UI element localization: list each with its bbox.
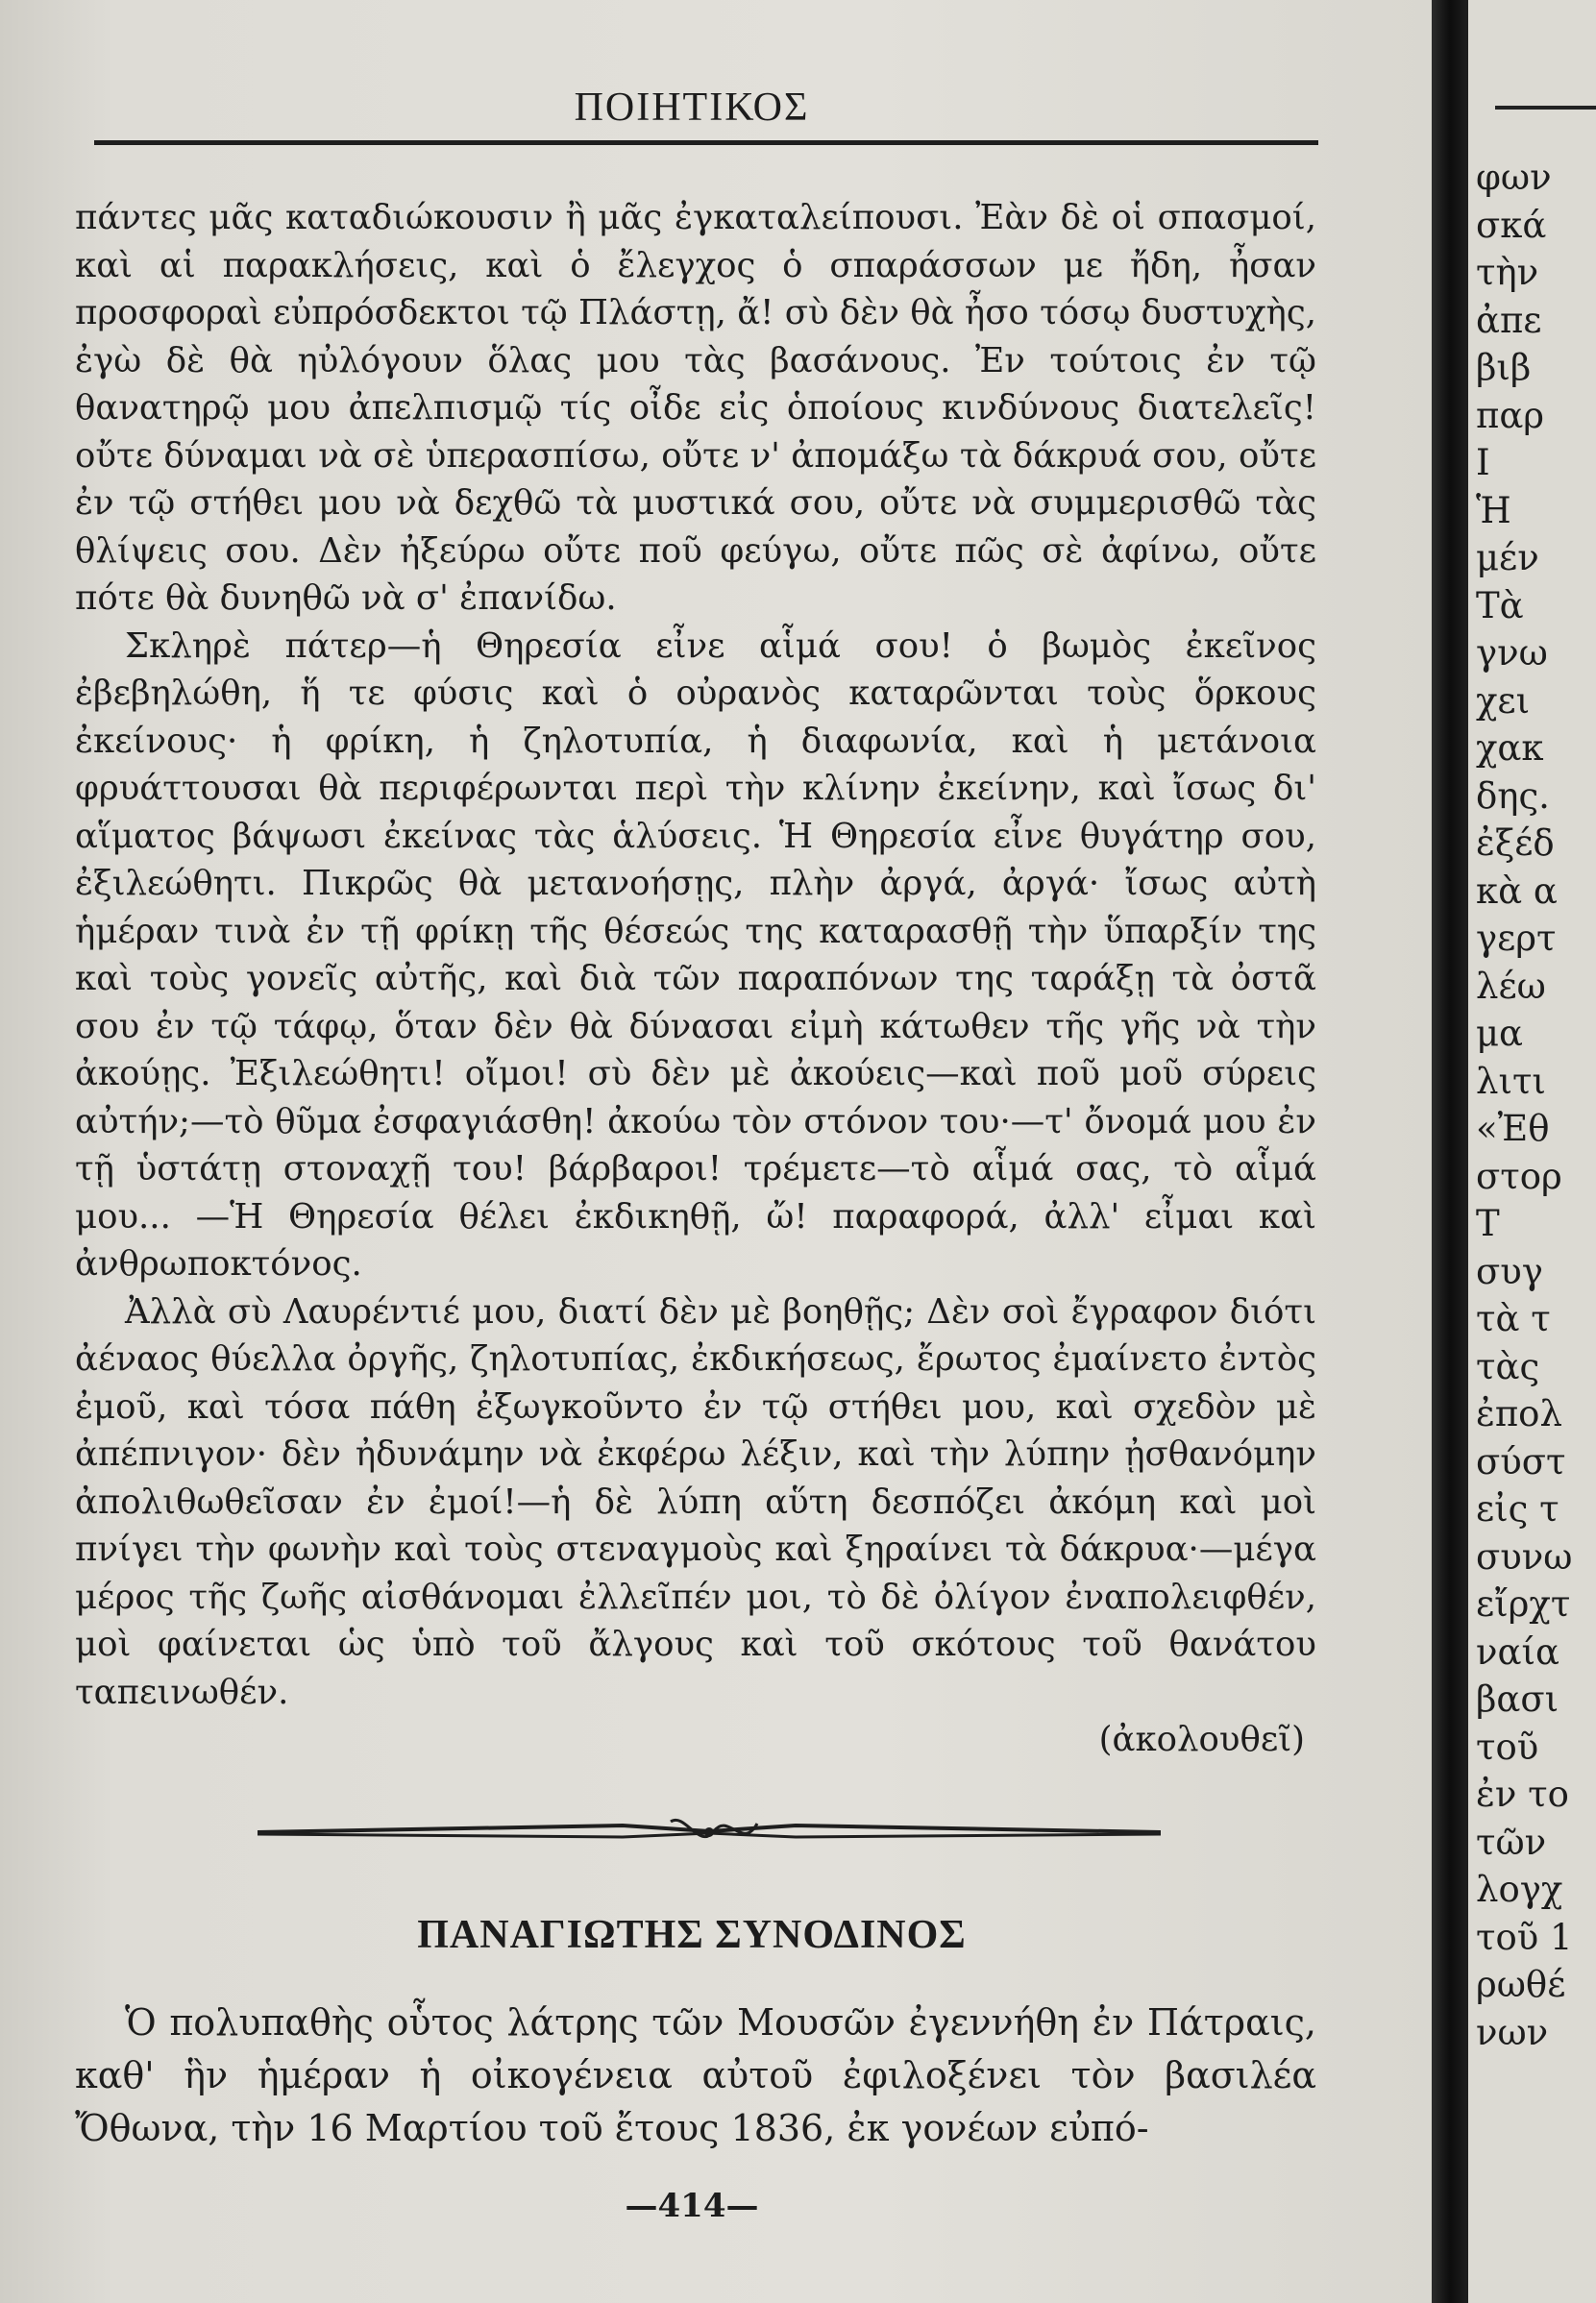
facing-fragment: γερτ xyxy=(1476,918,1557,959)
facing-fragment: «Ἐθ xyxy=(1476,1108,1550,1149)
paragraph-1: πάντες μᾶς καταδιώκουσιν ἢ μᾶς ἐγκαταλείπουσι. Ἐὰν δὲ οἱ σπασμοί, καὶ αἱ παρακλήσεις, καὶ ὁ ἔλεγχος ὁ σπαράσσων με ἤδη, ἦσαν προσφοραὶ εὐπρόσδεκτοι τῷ Πλάστῃ, ἄ! σὺ δὲν θὰ ἦσο τόσῳ δυστυχὴς, ἐγὼ δὲ θὰ ηὐλόγουν ὅλας μου τὰς βασάνους. Ἐν τούτοις ἐν τῷ θανατηρῷ μου ἀπελπισμῷ τίς οἶδε εἰς ὁποίους κινδύνους διατελεῖς! οὔτε δύναμαι νὰ σὲ ὑπερασπίσω, οὔτε ν' ἀπομάξω τὰ δάκρυά σου, οὔτε ἐν τῷ στήθει μου νὰ δεχθῶ τὰ μυστικά σου, οὔτε νὰ συμμερισθῶ τὰς θλίψεις σου. Δὲν ἠξεύρω οὔτε ποῦ φεύγω, οὔτε πῶς σὲ ἀφίνω, οὔτε πότε θὰ δυνηθῶ νὰ σ' ἐπανίδω. xyxy=(75,198,1316,618)
running-header: ΠΟΙΗΤΙΚΟΣ xyxy=(574,86,810,130)
facing-fragment: τοῦ xyxy=(1476,1726,1539,1768)
facing-fragment: λιτι xyxy=(1476,1060,1546,1102)
facing-fragment: ἐν το xyxy=(1476,1774,1569,1815)
facing-fragment: τὴν xyxy=(1476,252,1539,293)
facing-fragment: Τ xyxy=(1476,1203,1500,1244)
article-title: ΠΑΝΑΓΙΩΤΗΣ ΣΥΝΟΔΙΝΟΣ xyxy=(417,1913,967,1957)
facing-fragment: Τὰ xyxy=(1476,584,1524,626)
facing-fragment: ρωθέ xyxy=(1476,1964,1566,2005)
facing-fragment: χακ xyxy=(1476,727,1544,769)
facing-fragment: λογχ xyxy=(1476,1869,1563,1910)
facing-fragment: δης. xyxy=(1476,774,1550,817)
ornamental-divider xyxy=(258,1808,1161,1856)
facing-header-rule xyxy=(1495,106,1596,110)
facing-fragment: βιβ xyxy=(1476,347,1532,388)
facing-fragment: τὰ τ xyxy=(1476,1298,1551,1339)
facing-fragment: φων xyxy=(1476,157,1552,198)
facing-fragment: νων xyxy=(1476,2011,1549,2053)
facing-fragment: κὰ α xyxy=(1476,870,1558,912)
facing-fragment: εἰς τ xyxy=(1476,1488,1559,1530)
facing-fragment: χει xyxy=(1476,679,1531,722)
facing-fragment: σκά xyxy=(1476,204,1547,246)
facing-fragment: σύστ xyxy=(1476,1440,1566,1482)
facing-fragment: ναία xyxy=(1476,1630,1559,1673)
facing-fragment: τὰς xyxy=(1476,1345,1540,1387)
facing-fragment: ἐξέδ xyxy=(1476,822,1555,864)
paragraph-3: Ἀλλὰ σὺ Λαυρέντιέ μου, διατί δὲν μὲ βοηθῇς; Δὲν σοὶ ἔγραφον διότι ἀέναος θύελλα ὀργῆς, ζηλοτυπίας, ἐκδικήσεως, ἔρωτος ἐμαίνετο ἐντὸς ἐμοῦ, καὶ τόσα πάθη ἐξωγκοῦντο ἐν τῷ στήθει μου, καὶ σχεδὸν μὲ ἀπέπνιγον· δὲν ἠδυνάμην νὰ ἐκφέρω λέξιν, καὶ τὴν λύπην ᾐσθανόμην ἀπολιθωθεῖσαν ἐν ἐμοί!—ἡ δὲ λύπη αὕτη δεσπόζει ἀκόμη καὶ μοὶ πνίγει τὴν φωνὴν καὶ τοὺς στεναγμοὺς καὶ ξηραίνει τὰ δάκρυα·—μέγα μέρος τῆς ζωῆς αἰσθάνομαι ἐλλεῖπέν μοι, τὸ δὲ ὀλίγον ἐναπολειφθέν, μοὶ φαίνεται ὡς ὑπὸ τοῦ ἄλγους καὶ τοῦ σκότους τοῦ θανάτου ταπεινωθέν. xyxy=(75,1291,1316,1712)
facing-fragment: Ι xyxy=(1476,442,1490,483)
facing-fragment: εἴρχτ xyxy=(1476,1583,1571,1625)
facing-fragment: τοῦ 1 xyxy=(1476,1916,1573,1958)
facing-fragment: συγ xyxy=(1476,1250,1543,1292)
facing-fragment: συνω xyxy=(1476,1535,1573,1578)
facing-fragment: Ἡ xyxy=(1476,489,1511,531)
facing-fragment: ἀπε xyxy=(1476,299,1542,341)
poem-prose-body xyxy=(75,194,1316,1764)
facing-page-fragments xyxy=(1476,154,1573,2056)
facing-fragment: μέν xyxy=(1476,537,1539,578)
article-body xyxy=(75,1997,1316,2155)
facing-fragment: στορ xyxy=(1476,1155,1562,1197)
continued-note: (ἀκολουθεῖ) xyxy=(1098,1720,1305,1759)
header-rule xyxy=(94,140,1318,145)
book-gutter xyxy=(1432,0,1468,2303)
page-number: —414— xyxy=(625,2187,759,2225)
facing-fragment: ἐπολ xyxy=(1476,1393,1562,1434)
article-paragraph: Ὁ πολυπαθὴς οὗτος λάτρης τῶν Μουσῶν ἐγεννήθη ἐν Πάτραις, καθ' ἣν ἡμέραν ἡ οἰκογένεια αὐτοῦ ἐφιλοξένει τὸν βασιλέα Ὄθωνα, τὴν 16 Μαρτίου τοῦ ἔτους 1836, ἐκ γονέων εὐπό- xyxy=(75,2001,1316,2149)
facing-fragment: λέω xyxy=(1476,965,1546,1007)
facing-fragment: βασι xyxy=(1476,1678,1559,1720)
facing-fragment: γνω xyxy=(1476,632,1548,674)
facing-page-edge xyxy=(1468,0,1596,2303)
paragraph-2: Σκληρὲ πάτερ—ἡ Θηρεσία εἶνε αἷμά σου! ὁ βωμὸς ἐκεῖνος ἐβεβηλώθη, ἥ τε φύσις καὶ ὁ οὐρανὸς καταρῶνται τοὺς ὅρκους ἐκείνους· ἡ φρίκη, ἡ ζηλοτυπία, ἡ διαφωνία, καὶ ἡ μετάνοια φρυάττουσαι θὰ περιφέρωνται περὶ τὴν κλίνην ἐκείνην, καὶ ἴσως δι' αἵματος βάψωσι ἐκείνας τὰς ἁλύσεις. Ἡ Θηρεσία εἶνε θυγάτηρ σου, ἐξιλεώθητι. Πικρῶς θὰ μετανοήσῃς, πλὴν ἀργά, ἀργά· ἴσως αὐτὴ ἡμέραν τινὰ ἐν τῇ φρίκῃ τῆς θέσεώς της καταρασθῇ τὴν ὕπαρξίν της καὶ τοὺς γονεῖς αὐτῆς, καὶ διὰ τῶν παραπόνων της ταράξῃ τὰ ὀστᾶ σου ἐν τῷ τάφῳ, ὅταν δὲν θὰ δύνασαι εἰμὴ κάτωθεν τῆς γῆς νὰ τὴν ἀκούῃς. Ἐξιλεώθητι! οἴμοι! σὺ δὲν μὲ ἀκούεις—καὶ ποῦ μοῦ σύρεις αὐτήν;—τὸ θῦμα ἐσφαγιάσθη! ἀκούω τὸν στόνον του·—τ' ὄνομά μου ἐν τῇ ὑστάτῃ στοναχῇ του! βάρβαροι! τρέμετε—τὸ αἷμά σας, τὸ αἷμά μου... —Ἡ Θηρεσία θέλει ἐκδικηθῇ, ὤ! παραφορά, ἀλλ' εἶμαι καὶ ἀνθρωποκτόνος. xyxy=(75,625,1316,1284)
facing-fragment: τῶν xyxy=(1476,1821,1547,1863)
facing-fragment: μα xyxy=(1476,1013,1524,1054)
facing-fragment: παρ xyxy=(1476,394,1545,436)
